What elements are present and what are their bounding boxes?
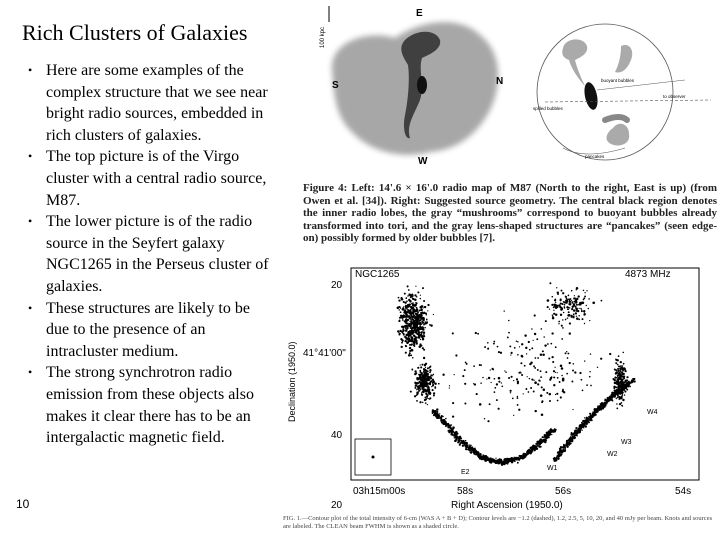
bullet-item <box>28 146 270 211</box>
label-pancakes: pancakes <box>585 154 605 159</box>
bullet-dot: • <box>28 63 33 77</box>
bullet-dot: • <box>28 300 33 315</box>
ngc1265-radio-map <box>285 262 717 514</box>
bullet-dot: • <box>28 214 33 229</box>
bullet-text: The strong synchrotron radio emission from these objects also makes it clear there has to be an intergalactic magnetic field. <box>46 364 254 447</box>
bullet-list <box>28 60 270 449</box>
line-of-sight <box>545 100 711 102</box>
slide-title: Rich Clusters of Galaxies <box>22 20 248 45</box>
inner-lobes <box>582 81 600 111</box>
x-tick-label: 56s <box>555 486 572 497</box>
component-label-w2: W2 <box>607 451 618 458</box>
bullet-item <box>28 362 270 448</box>
x-tick-label: 58s <box>457 486 474 497</box>
component-label-w4: W4 <box>647 409 658 416</box>
source-emission-dots <box>397 282 636 466</box>
figure4-caption: Figure 4: Left: 14'.6 × 16'.0 radio map of M87 (North to the right, East is up) (from Owen et al. [34]). Right: Suggested source geometry. The central black region denotes the inner radio lobes, the gray “mushrooms” correspond to buoyant bubbles already transformed into tori, and the gray lens-shaped structures are “pancakes” (seen edge-on) possibly formed by older bubbles [7]. <box>303 182 717 244</box>
schematic-outline <box>537 24 673 160</box>
y-tick-label: 40 <box>331 430 343 441</box>
mushroom-upper <box>562 39 587 86</box>
component-label-e2: E2 <box>461 469 470 476</box>
component-label-w1: W1 <box>547 465 558 472</box>
label-buoyant-bubbles: buoyant bubbles <box>601 78 635 83</box>
x-tick-label: 54s <box>675 486 692 497</box>
bullet-text: The top picture is of the Virgo cluster with a central radio source, M87. <box>46 148 267 209</box>
scale-bar-label: 100 kpc <box>320 26 326 48</box>
bullet-text: Here are some examples of the complex structure that we see near bright radio sources, embedded in rich clusters of galaxies. <box>46 62 268 144</box>
y-tick-label: 20 <box>331 280 343 291</box>
bullet-item <box>28 298 270 363</box>
compass-east: E <box>416 8 423 19</box>
lower-figure-caption: FIG. 1.—Contour plot of the total intensity of 6-cm (WAS A + B + D); Contour levels are −1.2 (dashed), 1.2, 2.5, 5, 10, 20, and 40 mJy per beam. Knots and sources are labeled. The CLEAN beam FWHM is shown as a shaded circle. <box>283 515 713 530</box>
compass-north: N <box>496 76 504 87</box>
frequency-label: 4873 MHz <box>625 269 671 280</box>
bullet-dot: • <box>28 149 33 164</box>
bullet-dot: • <box>28 365 33 380</box>
source-geometry-schematic <box>525 20 715 170</box>
bullet-item <box>28 211 270 297</box>
component-label-w3: W3 <box>621 439 632 446</box>
page-number: 10 <box>16 497 30 511</box>
y-axis-label: Declination (1950.0) <box>287 341 297 422</box>
bullet-text: The lower picture is of the radio source in the Seyfert galaxy NGC1265 in the Perseus cluster of galaxies. <box>46 213 269 295</box>
pancake-lower-right <box>605 117 627 120</box>
m87-core <box>417 76 427 94</box>
beam-shape <box>372 456 375 459</box>
x-axis-label: Right Ascension (1950.0) <box>451 500 563 511</box>
compass-west: W <box>418 156 428 167</box>
bullet-item <box>28 60 270 146</box>
y-tick-label: 41°41'00" <box>303 348 346 359</box>
x-tick-label: 03h15m00s <box>353 486 406 497</box>
label-to-observer: to observer <box>663 94 686 99</box>
label-spilled-bubbles: spilled bubbles <box>533 106 563 111</box>
pancake-right <box>615 45 632 73</box>
m87-radio-map <box>310 0 520 178</box>
bullet-text: These structures are likely to be due to the presence of an intracluster medium. <box>46 299 250 360</box>
y-tick-label: 20 <box>331 500 343 511</box>
source-name-label: NGC1265 <box>355 269 400 280</box>
compass-south: S <box>332 80 339 91</box>
mushroom-lower <box>607 124 630 146</box>
